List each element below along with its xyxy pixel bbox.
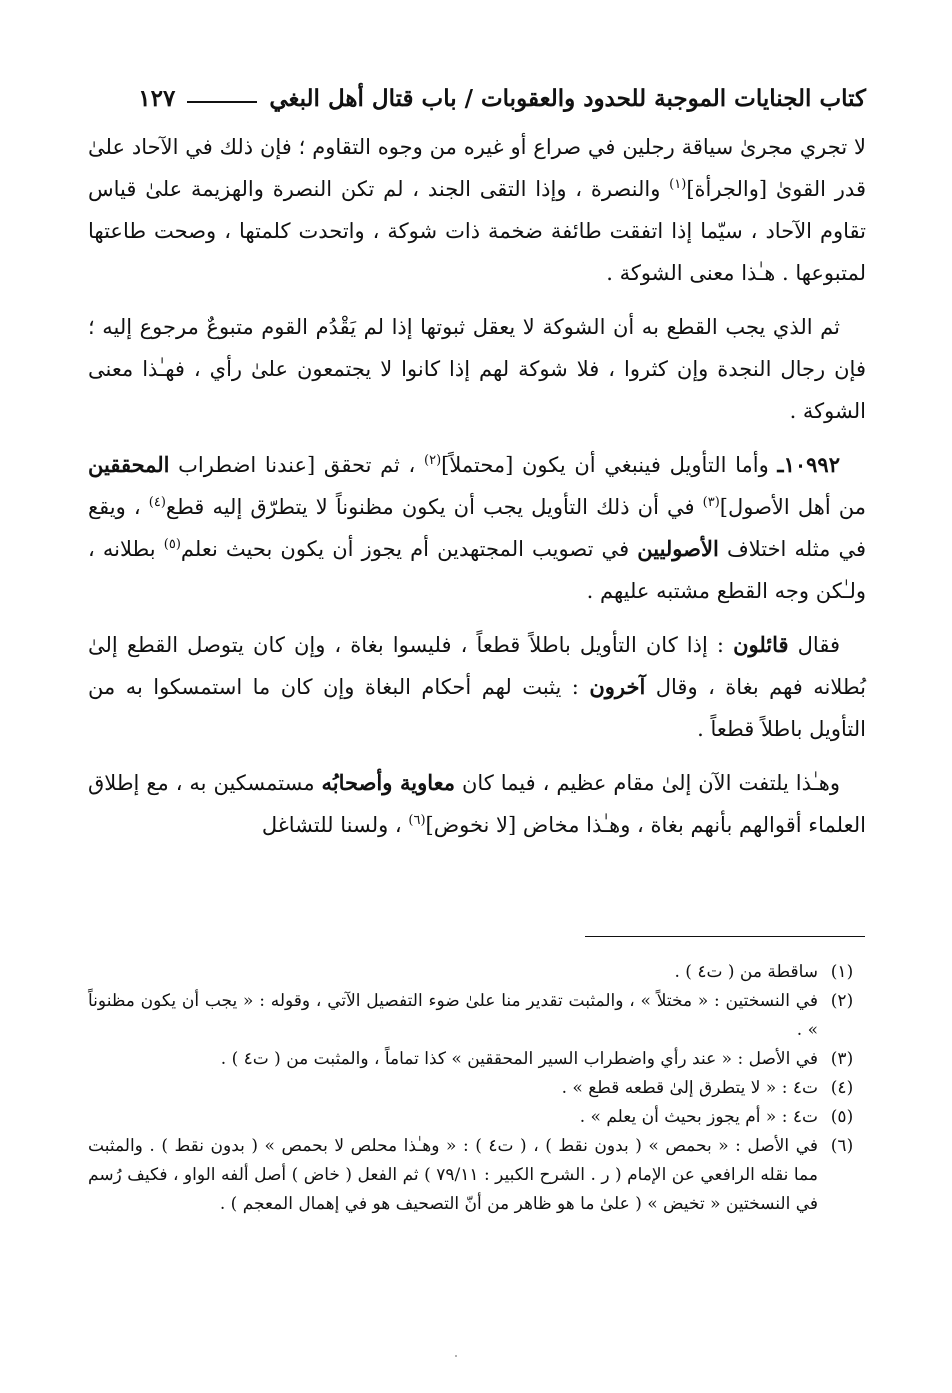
footnote-text: ت٤ : « لا يتطرق إلىٰ قطعه قطع » . (561, 1078, 818, 1098)
footnote-marker-3[interactable]: (٣) (702, 495, 720, 510)
p5-b: مستمسكين به ، مع إطلاق العلماء أقوالهم بأنهم بغاة ، وهـٰذا مخاض [لا نخوض] (88, 771, 866, 837)
footnote-5 (88, 1103, 866, 1132)
footnote-number: (٢) (830, 991, 854, 1011)
p5-c: ، ولسنا للتشاغل (261, 813, 409, 837)
paragraph-4 (88, 624, 866, 750)
footnote-separator (585, 936, 865, 937)
p4-bold-qailun: قائلون (733, 632, 789, 657)
footnote-1 (88, 958, 866, 987)
footnote-number: (٣) (830, 1049, 854, 1069)
footnote-number: (١) (830, 962, 854, 982)
footnote-text: ت٤ : « أم يجوز بحيث أن يعلم » . (579, 1107, 818, 1127)
footnote-text: ساقطة من ( ت٤ ) . (674, 962, 818, 982)
p3-e: ، ويقع في مثله اختلاف (88, 495, 866, 561)
paragraph-5 (88, 762, 866, 846)
paragraph-2 (88, 306, 866, 432)
p3-b: ، ثم تحقق [عندنا اضطراب (169, 453, 424, 477)
footnote-text: في النسختين : « مختلاً » ، والمثبت تقدير منا علىٰ ضوء التفصيل الآتي ، وقوله : « يجب أن يكون مظنوناً » . (88, 991, 818, 1040)
p5-a: وهـٰذا يلتفت الآن إلىٰ مقام عظيم ، فيما كان (455, 771, 840, 795)
footnote-6 (88, 1132, 866, 1219)
p3-f: في تصويب المجتهدين أم يجوز أن يكون بحيث نعلم (180, 537, 638, 561)
p4-a: فقال (788, 633, 840, 657)
p3-a: وأما التأويل فينبغي أن يكون [محتملاً] (441, 453, 778, 477)
p4-b: : إذا كان التأويل باطلاً قطعاً ، فليسوا بغاة ، وإن كان يتوصل القطع إلىٰ بُطلانه فهم بغاة ، وقال (88, 633, 866, 699)
scan-speck (455, 1355, 457, 1357)
footnote-number: (٦) (830, 1136, 854, 1156)
p3-d: في أن ذلك التأويل يجب أن يكون مظنوناً لا يتطرّق إليه قطع (165, 495, 703, 519)
page-number: ١٢٧ (138, 84, 176, 112)
footnote-number: (٥) (830, 1107, 854, 1127)
footnotes (88, 958, 866, 1219)
footnote-marker-6[interactable]: (٦) (408, 813, 426, 828)
p1-line-2b: والنصرة ، وإذا التقى الجند ، لم تكن النصرة والهزيمة (191, 177, 670, 201)
section-number: ١٠٩٩٢ـ (777, 452, 840, 477)
p3-bold-usuliyyin: الأصوليين (637, 536, 719, 561)
paragraph-1 (88, 126, 866, 294)
main-text (88, 126, 866, 846)
footnote-4 (88, 1074, 866, 1103)
p1-line-3: علىٰ قياس تقاوم الآحاد ، سيّما إذا اتفقت طائفة ضخمة ذات شوكة ، واتحدت (88, 177, 867, 243)
footnote-text: في الأصل : « بحمص » ( بدون نقط ) ، ( ت٤ ) : « وهـٰذا محلص لا بحمص » ( بدون نقط ) . والمثبت مما نقله الرافعي عن الإمام ( ر . الشرح الكبير : ٧٩/١١ ) ثم الفعل ( خاض ) أصل ألفه الواو ، فكيف رُسم في النسختين « تخيض » ( علىٰ ما هو ظاهر من أنّ التصحيف هو في إهمال المعجم ) . (88, 1136, 818, 1214)
footnote-marker-5[interactable]: (٥) (163, 537, 181, 552)
paragraph-3 (88, 444, 866, 612)
footnote-text: في الأصل : « عند رأي واضطراب السير المحققين » كذا تماماً ، والمثبت من ( ت٤ ) . (220, 1049, 818, 1069)
p3-c: من أهل الأصول] (719, 495, 866, 519)
p2-text: ثم الذي يجب القطع به أن الشوكة لا يعقل ثبوتها إذا لم يَقْدُم القوم متبوعٌ مرجوع إليه ؛ فإن رجال النجدة وإن كثروا ، فلا شوكة لهم إذا كانوا لا يجتمعون علىٰ رأي ، فهـٰذا معنى الشوكة . (88, 315, 866, 423)
p3-bold-muhaqqiqin: المحققين (88, 452, 170, 477)
p1-line-4: كلمتها ، وصحت طاعتها لمتبوعها . هـٰذا معنى الشوكة . (88, 219, 866, 285)
p3-g: بطلانه ، ولـٰكن وجه القطع مشتبه عليهم . (88, 537, 866, 603)
header-title: كتاب الجنايات الموجبة للحدود والعقوبات / باب قتال أهل البغي (269, 84, 866, 112)
footnote-number: (٤) (830, 1078, 854, 1098)
p4-c: : يثبت لهم أحكام البغاة وإن كان ما استمسكوا به من التأويل باطلاً قطعاً . (88, 675, 866, 741)
footnote-3 (88, 1045, 866, 1074)
footnote-marker-4[interactable]: (٤) (148, 495, 166, 510)
p5-bold-muawiya: معاوية وأصحابُه (321, 770, 456, 795)
running-header (88, 78, 866, 118)
footnote-marker-2[interactable]: (٢) (424, 453, 442, 468)
header-rule (187, 101, 257, 103)
p4-bold-akharun: آخرون (589, 674, 646, 699)
p1-line-1: لا تجري مجرىٰ سياقة رجلين في صراع أو غيره من وجوه التقاوم ؛ فإن ذلك في الآحاد (131, 135, 866, 159)
p1-line-2a: علىٰ قدر القوىٰ [والجرأة] (88, 135, 866, 201)
footnote-2 (88, 987, 866, 1045)
footnote-marker-1[interactable]: (١) (669, 177, 687, 192)
